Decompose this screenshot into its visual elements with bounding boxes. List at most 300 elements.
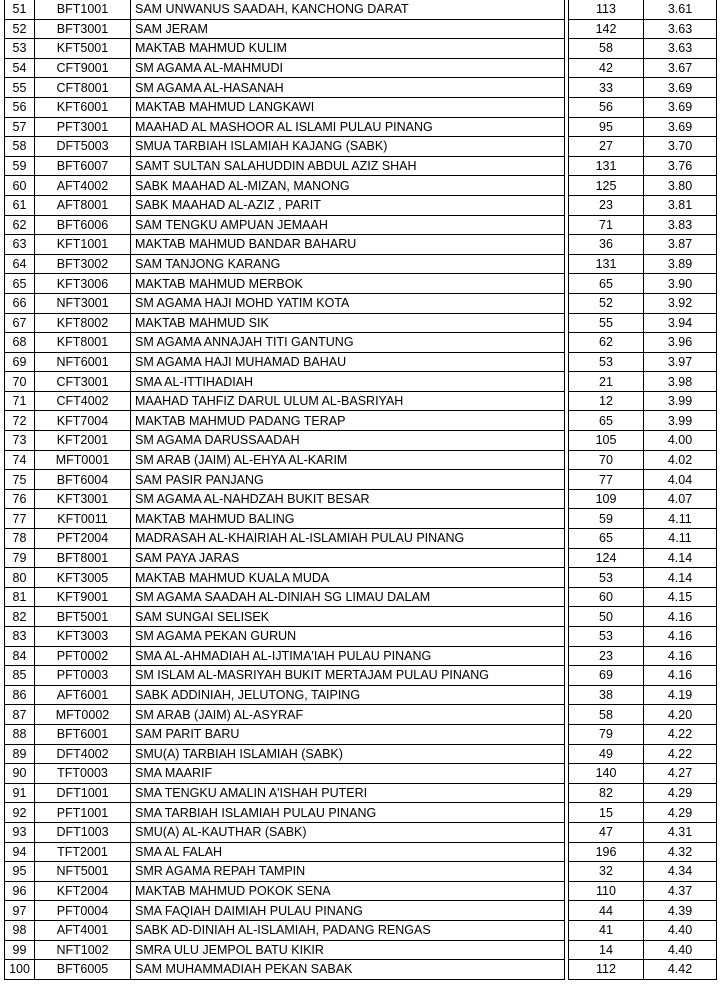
row-number: 90 — [5, 764, 35, 784]
average-grade: 4.07 — [644, 489, 717, 509]
candidate-count: 82 — [569, 783, 644, 803]
school-code: DFT5003 — [35, 137, 131, 157]
school-name: SAM JERAM — [131, 19, 565, 39]
average-grade: 4.42 — [644, 960, 717, 980]
school-name: SM AGAMA SAADAH AL-DINIAH SG LIMAU DALAM — [131, 587, 565, 607]
candidate-count: 36 — [569, 235, 644, 255]
average-grade: 3.67 — [644, 58, 717, 78]
candidate-count: 110 — [569, 881, 644, 901]
row-number: 98 — [5, 920, 35, 940]
school-code: MFT0001 — [35, 450, 131, 470]
average-grade: 3.70 — [644, 137, 717, 157]
school-name: MADRASAH AL-KHAIRIAH AL-ISLAMIAH PULAU PINANG — [131, 529, 565, 549]
candidate-count: 49 — [569, 744, 644, 764]
candidate-count: 21 — [569, 372, 644, 392]
table-row — [5, 685, 717, 705]
table-row — [5, 744, 717, 764]
average-grade: 4.31 — [644, 822, 717, 842]
school-name: SM AGAMA HAJI MUHAMAD BAHAU — [131, 352, 565, 372]
table-row — [5, 117, 717, 137]
school-code: PFT2004 — [35, 529, 131, 549]
row-number: 94 — [5, 842, 35, 862]
row-number: 74 — [5, 450, 35, 470]
candidate-count: 62 — [569, 333, 644, 353]
school-code: KFT9001 — [35, 587, 131, 607]
average-grade: 4.02 — [644, 450, 717, 470]
candidate-count: 69 — [569, 666, 644, 686]
school-name: SMU(A) AL-KAUTHAR (SABK) — [131, 822, 565, 842]
school-code: AFT8001 — [35, 195, 131, 215]
school-code: NFT6001 — [35, 352, 131, 372]
candidate-count: 124 — [569, 548, 644, 568]
average-grade: 3.96 — [644, 333, 717, 353]
row-number: 97 — [5, 901, 35, 921]
school-code: CFT3001 — [35, 372, 131, 392]
average-grade: 3.90 — [644, 274, 717, 294]
average-grade: 3.87 — [644, 235, 717, 255]
table-row — [5, 529, 717, 549]
table-row — [5, 509, 717, 529]
row-number: 92 — [5, 803, 35, 823]
row-number: 56 — [5, 97, 35, 117]
school-code: TFT0003 — [35, 764, 131, 784]
row-number: 72 — [5, 411, 35, 431]
candidate-count: 14 — [569, 940, 644, 960]
table-row — [5, 391, 717, 411]
row-number: 71 — [5, 391, 35, 411]
row-number: 89 — [5, 744, 35, 764]
school-code: PFT0004 — [35, 901, 131, 921]
school-name: SMA FAQIAH DAIMIAH PULAU PINANG — [131, 901, 565, 921]
school-name: SMRA ULU JEMPOL BATU KIKIR — [131, 940, 565, 960]
average-grade: 4.29 — [644, 783, 717, 803]
school-code: NFT3001 — [35, 293, 131, 313]
row-number: 80 — [5, 568, 35, 588]
candidate-count: 71 — [569, 215, 644, 235]
table-row — [5, 724, 717, 744]
table-row — [5, 195, 717, 215]
school-code: MFT0002 — [35, 705, 131, 725]
average-grade: 3.69 — [644, 117, 717, 137]
school-code: DFT1003 — [35, 822, 131, 842]
average-grade: 4.37 — [644, 881, 717, 901]
table-row — [5, 0, 717, 19]
table-row — [5, 960, 717, 980]
school-name: SAM TANJONG KARANG — [131, 254, 565, 274]
school-name: SMA MAARIF — [131, 764, 565, 784]
table-row — [5, 313, 717, 333]
table-row — [5, 470, 717, 490]
row-number: 69 — [5, 352, 35, 372]
candidate-count: 32 — [569, 862, 644, 882]
average-grade: 4.16 — [644, 627, 717, 647]
table-row — [5, 411, 717, 431]
school-name: SM ARAB (JAIM) AL-EHYA AL-KARIM — [131, 450, 565, 470]
table-row — [5, 58, 717, 78]
school-name: MAAHAD AL MASHOOR AL ISLAMI PULAU PINANG — [131, 117, 565, 137]
table-row — [5, 587, 717, 607]
average-grade: 3.69 — [644, 97, 717, 117]
candidate-count: 56 — [569, 97, 644, 117]
school-code: PFT3001 — [35, 117, 131, 137]
average-grade: 4.11 — [644, 509, 717, 529]
table-row — [5, 646, 717, 666]
row-number: 63 — [5, 235, 35, 255]
school-code: KFT5001 — [35, 39, 131, 59]
school-code: BFT3001 — [35, 19, 131, 39]
school-name: SAM PARIT BARU — [131, 724, 565, 744]
table-row — [5, 39, 717, 59]
average-grade: 3.98 — [644, 372, 717, 392]
average-grade: 3.97 — [644, 352, 717, 372]
average-grade: 3.61 — [644, 0, 717, 19]
school-code: BFT6005 — [35, 960, 131, 980]
table-row — [5, 176, 717, 196]
school-name: SMR AGAMA REPAH TAMPIN — [131, 862, 565, 882]
average-grade: 4.16 — [644, 646, 717, 666]
school-code: PFT0002 — [35, 646, 131, 666]
table-row — [5, 607, 717, 627]
row-number: 78 — [5, 529, 35, 549]
table-row — [5, 822, 717, 842]
table-row — [5, 548, 717, 568]
school-code: KFT6001 — [35, 97, 131, 117]
average-grade: 4.39 — [644, 901, 717, 921]
school-code: BFT6004 — [35, 470, 131, 490]
average-grade: 4.16 — [644, 607, 717, 627]
candidate-count: 142 — [569, 19, 644, 39]
row-number: 83 — [5, 627, 35, 647]
school-code: BFT3002 — [35, 254, 131, 274]
school-code: KFT2001 — [35, 431, 131, 451]
school-name: SM AGAMA AL-NAHDZAH BUKIT BESAR — [131, 489, 565, 509]
school-name: MAKTAB MAHMUD PADANG TERAP — [131, 411, 565, 431]
average-grade: 3.63 — [644, 19, 717, 39]
school-name: SAM UNWANUS SAADAH, KANCHONG DARAT — [131, 0, 565, 19]
row-number: 67 — [5, 313, 35, 333]
school-name: MAKTAB MAHMUD SIK — [131, 313, 565, 333]
average-grade: 4.14 — [644, 568, 717, 588]
table-row — [5, 568, 717, 588]
average-grade: 4.11 — [644, 529, 717, 549]
school-code: PFT0003 — [35, 666, 131, 686]
table-row — [5, 274, 717, 294]
average-grade: 3.83 — [644, 215, 717, 235]
average-grade: 4.40 — [644, 920, 717, 940]
row-number: 68 — [5, 333, 35, 353]
school-code: KFT8001 — [35, 333, 131, 353]
table-row — [5, 97, 717, 117]
table-row — [5, 235, 717, 255]
table-row — [5, 19, 717, 39]
table-row — [5, 803, 717, 823]
school-name: MAKTAB MAHMUD BALING — [131, 509, 565, 529]
row-number: 61 — [5, 195, 35, 215]
school-code: DFT1001 — [35, 783, 131, 803]
average-grade: 3.69 — [644, 78, 717, 98]
candidate-count: 60 — [569, 587, 644, 607]
ranking-table-container — [4, 0, 716, 980]
row-number: 58 — [5, 137, 35, 157]
row-number: 55 — [5, 78, 35, 98]
school-code: BFT6006 — [35, 215, 131, 235]
row-number: 81 — [5, 587, 35, 607]
average-grade: 3.94 — [644, 313, 717, 333]
row-number: 73 — [5, 431, 35, 451]
candidate-count: 196 — [569, 842, 644, 862]
candidate-count: 125 — [569, 176, 644, 196]
school-name: SABK ADDINIAH, JELUTONG, TAIPING — [131, 685, 565, 705]
average-grade: 4.16 — [644, 666, 717, 686]
average-grade: 4.22 — [644, 724, 717, 744]
row-number: 51 — [5, 0, 35, 19]
row-number: 76 — [5, 489, 35, 509]
average-grade: 4.14 — [644, 548, 717, 568]
row-number: 66 — [5, 293, 35, 313]
table-row — [5, 489, 717, 509]
candidate-count: 53 — [569, 627, 644, 647]
row-number: 93 — [5, 822, 35, 842]
average-grade: 3.99 — [644, 391, 717, 411]
average-grade: 4.27 — [644, 764, 717, 784]
average-grade: 4.19 — [644, 685, 717, 705]
school-name: SM AGAMA AL-MAHMUDI — [131, 58, 565, 78]
school-code: AFT4001 — [35, 920, 131, 940]
row-number: 62 — [5, 215, 35, 235]
school-code: DFT4002 — [35, 744, 131, 764]
candidate-count: 79 — [569, 724, 644, 744]
school-code: KFT8002 — [35, 313, 131, 333]
school-name: SAM PAYA JARAS — [131, 548, 565, 568]
school-code: BFT5001 — [35, 607, 131, 627]
school-name: SAMT SULTAN SALAHUDDIN ABDUL AZIZ SHAH — [131, 156, 565, 176]
table-row — [5, 333, 717, 353]
candidate-count: 33 — [569, 78, 644, 98]
row-number: 53 — [5, 39, 35, 59]
average-grade: 4.34 — [644, 862, 717, 882]
table-row — [5, 627, 717, 647]
candidate-count: 77 — [569, 470, 644, 490]
row-number: 70 — [5, 372, 35, 392]
school-name: MAKTAB MAHMUD LANGKAWI — [131, 97, 565, 117]
school-name: SMU(A) TARBIAH ISLAMIAH (SABK) — [131, 744, 565, 764]
candidate-count: 65 — [569, 274, 644, 294]
candidate-count: 58 — [569, 39, 644, 59]
school-code: BFT6001 — [35, 724, 131, 744]
school-code: KFT3003 — [35, 627, 131, 647]
table-row — [5, 783, 717, 803]
table-row — [5, 137, 717, 157]
average-grade: 3.99 — [644, 411, 717, 431]
candidate-count: 27 — [569, 137, 644, 157]
average-grade: 4.29 — [644, 803, 717, 823]
school-name: SM ARAB (JAIM) AL-ASYRAF — [131, 705, 565, 725]
candidate-count: 23 — [569, 646, 644, 666]
candidate-count: 70 — [569, 450, 644, 470]
school-code: KFT7004 — [35, 411, 131, 431]
school-code: KFT2004 — [35, 881, 131, 901]
candidate-count: 65 — [569, 411, 644, 431]
average-grade: 3.89 — [644, 254, 717, 274]
candidate-count: 65 — [569, 529, 644, 549]
candidate-count: 44 — [569, 901, 644, 921]
candidate-count: 53 — [569, 352, 644, 372]
candidate-count: 113 — [569, 0, 644, 19]
row-number: 59 — [5, 156, 35, 176]
row-number: 82 — [5, 607, 35, 627]
school-name: SMA AL-AHMADIAH AL-IJTIMA'IAH PULAU PINANG — [131, 646, 565, 666]
school-name: SMA TENGKU AMALIN A'ISHAH PUTERI — [131, 783, 565, 803]
average-grade: 4.04 — [644, 470, 717, 490]
school-code: KFT1001 — [35, 235, 131, 255]
school-name: MAKTAB MAHMUD MERBOK — [131, 274, 565, 294]
school-name: SMUA TARBIAH ISLAMIAH KAJANG (SABK) — [131, 137, 565, 157]
row-number: 86 — [5, 685, 35, 705]
candidate-count: 95 — [569, 117, 644, 137]
school-code: PFT1001 — [35, 803, 131, 823]
school-code: CFT4002 — [35, 391, 131, 411]
candidate-count: 112 — [569, 960, 644, 980]
table-row — [5, 156, 717, 176]
average-grade: 4.32 — [644, 842, 717, 862]
table-row — [5, 215, 717, 235]
school-code: KFT3005 — [35, 568, 131, 588]
candidate-count: 38 — [569, 685, 644, 705]
table-row — [5, 920, 717, 940]
school-code: BFT6007 — [35, 156, 131, 176]
school-code: AFT6001 — [35, 685, 131, 705]
school-name: SMA AL-ITTIHADIAH — [131, 372, 565, 392]
candidate-count: 140 — [569, 764, 644, 784]
candidate-count: 12 — [569, 391, 644, 411]
average-grade: 4.22 — [644, 744, 717, 764]
row-number: 85 — [5, 666, 35, 686]
row-number: 64 — [5, 254, 35, 274]
row-number: 99 — [5, 940, 35, 960]
candidate-count: 105 — [569, 431, 644, 451]
candidate-count: 15 — [569, 803, 644, 823]
school-name: SAM PASIR PANJANG — [131, 470, 565, 490]
candidate-count: 47 — [569, 822, 644, 842]
row-number: 60 — [5, 176, 35, 196]
candidate-count: 55 — [569, 313, 644, 333]
average-grade: 4.40 — [644, 940, 717, 960]
average-grade: 3.92 — [644, 293, 717, 313]
average-grade: 3.76 — [644, 156, 717, 176]
school-name: SM AGAMA ANNAJAH TITI GANTUNG — [131, 333, 565, 353]
school-code: AFT4002 — [35, 176, 131, 196]
table-row — [5, 940, 717, 960]
candidate-count: 23 — [569, 195, 644, 215]
school-ranking-table — [4, 0, 717, 980]
average-grade: 4.20 — [644, 705, 717, 725]
row-number: 96 — [5, 881, 35, 901]
table-row — [5, 666, 717, 686]
candidate-count: 109 — [569, 489, 644, 509]
school-code: KFT3006 — [35, 274, 131, 294]
school-name: SAM MUHAMMADIAH PEKAN SABAK — [131, 960, 565, 980]
table-row — [5, 862, 717, 882]
school-code: TFT2001 — [35, 842, 131, 862]
table-row — [5, 431, 717, 451]
table-row — [5, 293, 717, 313]
candidate-count: 131 — [569, 156, 644, 176]
row-number: 75 — [5, 470, 35, 490]
table-body — [5, 0, 717, 979]
candidate-count: 42 — [569, 58, 644, 78]
table-row — [5, 901, 717, 921]
table-row — [5, 705, 717, 725]
row-number: 54 — [5, 58, 35, 78]
row-number: 65 — [5, 274, 35, 294]
average-grade: 4.15 — [644, 587, 717, 607]
candidate-count: 53 — [569, 568, 644, 588]
candidate-count: 41 — [569, 920, 644, 940]
school-name: MAKTAB MAHMUD KULIM — [131, 39, 565, 59]
average-grade: 3.81 — [644, 195, 717, 215]
average-grade: 3.80 — [644, 176, 717, 196]
table-row — [5, 450, 717, 470]
school-name: SABK MAAHAD AL-AZIZ , PARIT — [131, 195, 565, 215]
school-code: BFT1001 — [35, 0, 131, 19]
school-name: SM ISLAM AL-MASRIYAH BUKIT MERTAJAM PULAU PINANG — [131, 666, 565, 686]
row-number: 91 — [5, 783, 35, 803]
row-number: 57 — [5, 117, 35, 137]
school-name: SABK AD-DINIAH AL-ISLAMIAH, PADANG RENGAS — [131, 920, 565, 940]
table-row — [5, 881, 717, 901]
candidate-count: 50 — [569, 607, 644, 627]
average-grade: 4.00 — [644, 431, 717, 451]
school-name: SAM SUNGAI SELISEK — [131, 607, 565, 627]
school-code: KFT0011 — [35, 509, 131, 529]
school-code: NFT1002 — [35, 940, 131, 960]
school-code: CFT8001 — [35, 78, 131, 98]
row-number: 100 — [5, 960, 35, 980]
table-row — [5, 764, 717, 784]
row-number: 88 — [5, 724, 35, 744]
row-number: 77 — [5, 509, 35, 529]
table-row — [5, 372, 717, 392]
row-number: 52 — [5, 19, 35, 39]
school-name: MAKTAB MAHMUD POKOK SENA — [131, 881, 565, 901]
candidate-count: 59 — [569, 509, 644, 529]
row-number: 87 — [5, 705, 35, 725]
school-name: MAKTAB MAHMUD KUALA MUDA — [131, 568, 565, 588]
school-name: SMA AL FALAH — [131, 842, 565, 862]
row-number: 95 — [5, 862, 35, 882]
candidate-count: 52 — [569, 293, 644, 313]
school-name: SAM TENGKU AMPUAN JEMAAH — [131, 215, 565, 235]
school-name: SM AGAMA DARUSSAADAH — [131, 431, 565, 451]
table-row — [5, 254, 717, 274]
school-name: SMA TARBIAH ISLAMIAH PULAU PINANG — [131, 803, 565, 823]
school-name: MAAHAD TAHFIZ DARUL ULUM AL-BASRIYAH — [131, 391, 565, 411]
school-code: CFT9001 — [35, 58, 131, 78]
table-row — [5, 352, 717, 372]
table-row — [5, 842, 717, 862]
school-name: SM AGAMA PEKAN GURUN — [131, 627, 565, 647]
average-grade: 3.63 — [644, 39, 717, 59]
candidate-count: 131 — [569, 254, 644, 274]
school-code: KFT3001 — [35, 489, 131, 509]
school-name: SM AGAMA AL-HASANAH — [131, 78, 565, 98]
school-name: MAKTAB MAHMUD BANDAR BAHARU — [131, 235, 565, 255]
school-code: NFT5001 — [35, 862, 131, 882]
school-name: SABK MAAHAD AL-MIZAN, MANONG — [131, 176, 565, 196]
school-name: SM AGAMA HAJI MOHD YATIM KOTA — [131, 293, 565, 313]
row-number: 79 — [5, 548, 35, 568]
row-number: 84 — [5, 646, 35, 666]
